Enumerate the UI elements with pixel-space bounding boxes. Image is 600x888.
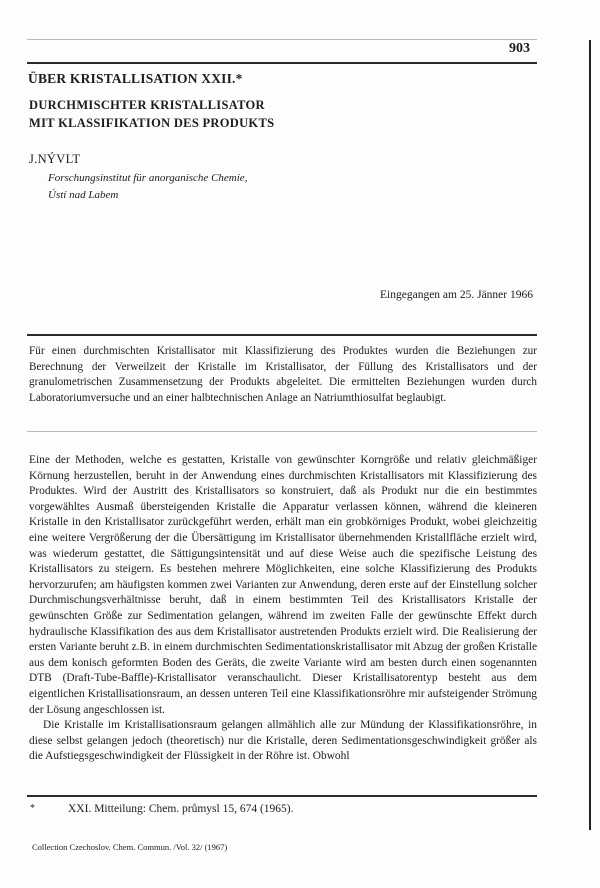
footnote-mark: * (30, 803, 35, 814)
page-number: 903 (509, 41, 530, 56)
footnote-text: XXI. Mitteilung: Chem. průmysl 15, 674 (1965). (68, 803, 294, 815)
page-edge-shadow (589, 40, 591, 830)
article-body (29, 453, 537, 765)
article-subtitle-line-1: DURCHMISCHTER KRISTALLISATOR (29, 98, 265, 112)
author-name: J.NÝVLT (29, 152, 81, 166)
author-affiliation-line-2: Ústí nad Labem (48, 189, 119, 201)
received-date: Eingegangen am 25. Jänner 1966 (380, 289, 533, 301)
abstract: Für einen durchmischten Kristallisator mit Klassifizierung des Produktes wurden die Beziehungen zur Berechnung der Verweilzeit der Kristalle im Kristallisator, der Füllung des Kristallisators und der granulometrischen Zusammensetzung der Produkts abgeleitet. Die ermittelten Beziehungen wurden durch Laboratoriumversuche und an einer halbtechnischen Anlage an Natriumthiosulfat beglaubigt. (29, 345, 537, 404)
header-top-rule (27, 39, 537, 40)
footnote (30, 803, 294, 815)
author-affiliation-line-1: Forschungsinstitut für anorganische Chemie, (48, 172, 248, 184)
body-paragraph-1: Eine der Methoden, welche es gestatten, Kristalle von gewünschter Korngröße und relativ gleichmäßiger Körnung herzustellen, beruht in der Anwendung eines durchmischten Kristallisators mit Klassifizierung des Produktes. Wird der Austritt des Kristallisators so konstruiert, daß als Produkt nur die ein bestimmtes vorgewähltes Ausmaß übersteigenden Kristalle die Apparatur verlassen können, während die kleineren Kristalle in den Kristallisator zurückgeführt werden, erhält man ein grobkörniges Produkt, wobei gleichzeitig eine weitere Vergrößerung der die Übersättigung im Kristallisator übernehmenden Kristallfläche erzielt wird, was wiederum gestattet, die Sättigungsintensität und auf diese Weise auch die spezifische Leistung des Kristallisators zu steigern. Es bestehen mehrere Möglichkeiten, eine solche Klassifizierung des Produkts hervorzurufen; am häufigsten kommen zwei Varianten zur Anwendung, deren erste auf der Einstellung solcher Durchmischungsverhältnisse beruht, daß in einem bestimmten Teil des Kristallisators Kristalle der gewünschten Größe zur Sedimentation gelangen, während im zweiten Falle der gewünschte Effekt durch hydraulische Klassifikation des aus dem Kristallisator austretenden Produkts erzielt wird. Die Realisierung der ersten Variante beruht z.B. in einem durchmischten Sedimentationskristallisator mit Abzug der großen Kristalle aus dem konisch geformten Boden des Geräts, die zweite Variante wird am besten durch einen sogenannten DTB (Draft-Tube-Baffle)-Kristallisator veranschaulicht. Dieser Kristallisatorentyp besteht aus dem eigentlichen Kristallisationsraum, an dessen unteren Teil eine Klassifikationsröhre mir aufsteigender Strömung der Lösung angeschlossen ist. (29, 454, 537, 716)
abstract-top-rule (27, 334, 537, 336)
footnote-rule (27, 795, 537, 797)
header-bottom-rule (27, 62, 537, 64)
journal-citation: Collection Czechoslov. Chem. Commun. /Vol. 32/ (1967) (32, 842, 228, 852)
abstract-bottom-rule (27, 431, 537, 432)
article-subtitle-line-2: MIT KLASSIFIKATION DES PRODUKTS (29, 116, 275, 130)
article-title: ÜBER KRISTALLISATION XXII.* (28, 71, 243, 86)
body-paragraph-2: Die Kristalle im Kristallisationsraum gelangen allmählich alle zur Mündung der Klassifikationsröhre, in diese selbst gelangen jedoch (theoretisch) nur die Kristalle, deren Sedimentationsgeschwindigkeit größer als die Aufstiegsgeschwindigkeit der Flüssigkeit in der Röhre ist. Obwohl (29, 719, 537, 763)
